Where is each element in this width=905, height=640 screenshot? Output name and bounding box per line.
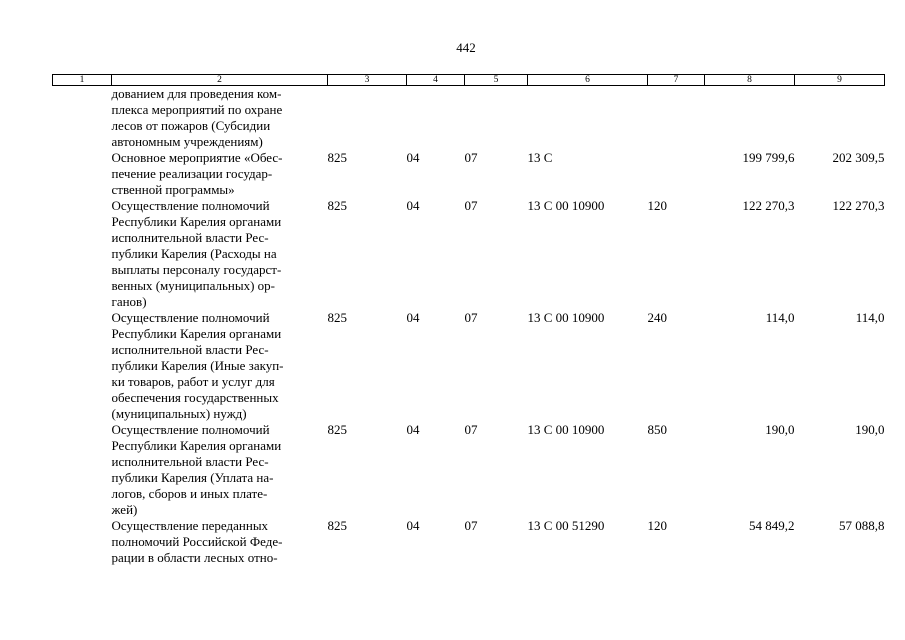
col-header-7: 7 bbox=[648, 75, 705, 86]
cell-description: Осуществление переданных полномочий Российской Феде- рации в области лесных отно- bbox=[111, 518, 283, 565]
cell-amount-1: 54 849,2 bbox=[749, 518, 795, 533]
cell-col1 bbox=[53, 518, 112, 566]
table-row bbox=[53, 86, 885, 151]
cell-amount-1: 190,0 bbox=[765, 422, 795, 437]
cell-section: 04 bbox=[406, 150, 420, 165]
budget-table bbox=[52, 74, 885, 566]
table-row bbox=[53, 150, 885, 198]
table-row bbox=[53, 198, 885, 310]
cell-amount-2: 190,0 bbox=[855, 422, 885, 437]
cell-expense-type bbox=[648, 150, 705, 198]
cell-target-article: 13 С 00 10900 bbox=[527, 198, 605, 213]
page-number: 442 bbox=[456, 40, 476, 55]
cell-ministry-code: 825 bbox=[327, 198, 347, 213]
cell-col1 bbox=[53, 310, 112, 422]
cell-amount-2: 114,0 bbox=[855, 310, 885, 325]
cell-amount-2: 202 309,5 bbox=[832, 150, 885, 165]
cell-amount-1 bbox=[705, 86, 795, 151]
col-header-2: 2 bbox=[112, 75, 328, 86]
col-header-5: 5 bbox=[465, 75, 528, 86]
cell-section: 04 bbox=[406, 422, 420, 437]
cell-amount-2 bbox=[795, 86, 885, 151]
col-header-9: 9 bbox=[795, 75, 885, 86]
cell-subsection bbox=[465, 86, 528, 151]
cell-col1 bbox=[53, 198, 112, 310]
cell-ministry-code bbox=[328, 86, 407, 151]
cell-description: Осуществление полномочий Республики Карелия органами исполнительной власти Рес- публики Карелия (Уплата на- логов, сборов и иных плате- жей) bbox=[111, 422, 282, 517]
header-row bbox=[53, 75, 885, 86]
col-header-6: 6 bbox=[528, 75, 648, 86]
cell-amount-2: 122 270,3 bbox=[832, 198, 885, 213]
col-header-4: 4 bbox=[407, 75, 465, 86]
cell-subsection: 07 bbox=[464, 518, 478, 533]
cell-col1 bbox=[53, 422, 112, 518]
cell-amount-2: 57 088,8 bbox=[839, 518, 885, 533]
cell-expense-type: 120 bbox=[647, 198, 667, 213]
cell-expense-type: 240 bbox=[647, 310, 667, 325]
table-row bbox=[53, 518, 885, 566]
cell-subsection: 07 bbox=[464, 198, 478, 213]
cell-description: Осуществление полномочий Республики Карелия органами исполнительной власти Рес- публики Карелия (Расходы на выплаты персоналу государст- венных (муниципальных) ор- ганов) bbox=[111, 198, 282, 309]
cell-target-article: 13 С 00 10900 bbox=[527, 422, 605, 437]
cell-target-article: 13 С 00 10900 bbox=[527, 310, 605, 325]
cell-ministry-code: 825 bbox=[327, 422, 347, 437]
cell-section: 04 bbox=[406, 198, 420, 213]
table-row bbox=[53, 422, 885, 518]
cell-expense-type bbox=[648, 86, 705, 151]
cell-ministry-code: 825 bbox=[327, 150, 347, 165]
cell-description: дованием для проведения ком- плекса мероприятий по охране лесов от пожаров (Субсидии автономным учреждениям) bbox=[111, 86, 283, 149]
cell-subsection: 07 bbox=[464, 310, 478, 325]
cell-section: 04 bbox=[406, 310, 420, 325]
cell-subsection: 07 bbox=[464, 150, 478, 165]
col-header-3: 3 bbox=[328, 75, 407, 86]
cell-expense-type: 120 bbox=[647, 518, 667, 533]
cell-section: 04 bbox=[406, 518, 420, 533]
cell-ministry-code: 825 bbox=[327, 518, 347, 533]
cell-target-article bbox=[528, 86, 648, 151]
cell-description: Осуществление полномочий Республики Карелия органами исполнительной власти Рес- публики Карелия (Иные закуп- ки товаров, работ и услуг для обеспечения государственных (муниципальных) нужд) bbox=[111, 310, 284, 421]
cell-expense-type: 850 bbox=[647, 422, 667, 437]
cell-col1 bbox=[53, 86, 112, 151]
cell-amount-1: 114,0 bbox=[765, 310, 795, 325]
col-header-8: 8 bbox=[705, 75, 795, 86]
cell-subsection: 07 bbox=[464, 422, 478, 437]
cell-amount-1: 199 799,6 bbox=[742, 150, 795, 165]
cell-ministry-code: 825 bbox=[327, 310, 347, 325]
cell-target-article: 13 С 00 51290 bbox=[527, 518, 605, 533]
cell-description: Основное мероприятие «Обес- печение реализации государ- ственной программы» bbox=[111, 150, 283, 197]
cell-target-article: 13 С bbox=[527, 150, 553, 165]
cell-section bbox=[407, 86, 465, 151]
cell-amount-1: 122 270,3 bbox=[742, 198, 795, 213]
table-row bbox=[53, 310, 885, 422]
cell-col1 bbox=[53, 150, 112, 198]
col-header-1: 1 bbox=[53, 75, 112, 86]
